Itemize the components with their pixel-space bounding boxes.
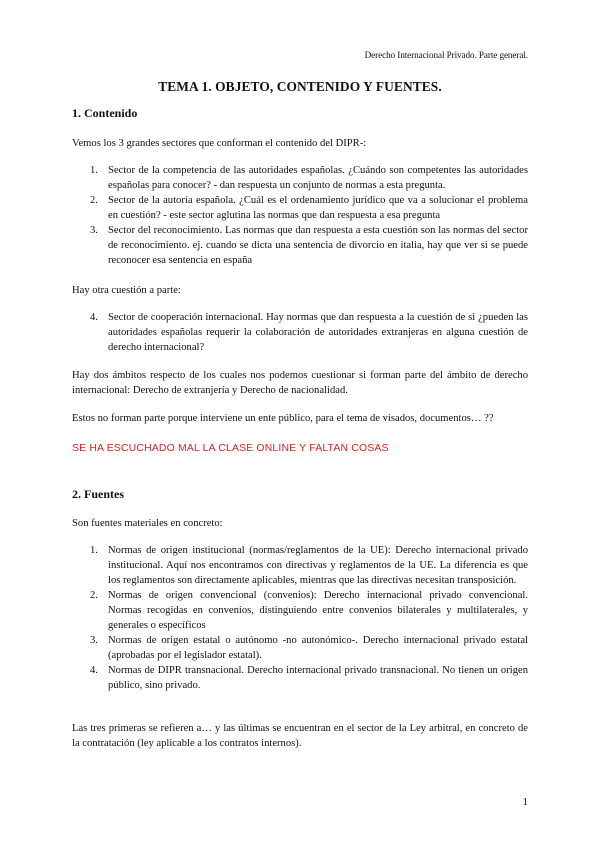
list-item-number: 1. — [90, 165, 98, 176]
list-item-number: 3. — [90, 635, 98, 647]
list-item-text: Normas de origen convencional (convenios): Derecho internacional privado convencional. Normas recogidas en convenios, distinguiendo entre convenios bilaterales y multilaterales, y generales o específicos — [108, 590, 528, 632]
cooperacion-list — [72, 310, 528, 355]
list-item — [72, 543, 528, 588]
warning-note: SE HA ESCUCHADO MAL LA CLASE ONLINE Y FALTAN COSAS — [72, 443, 389, 454]
list-item — [72, 193, 528, 223]
contenido-list — [72, 163, 528, 268]
page-number: 1 — [522, 796, 528, 808]
list-item-text: Sector de cooperación internacional. Hay normas que dan respuesta a la cuestión de si ¿pueden las autoridades españolas requerir la colaboración de autoridades extranjeras en alguna cuestión de derecho internacional? — [108, 312, 528, 354]
section2-intro: Son fuentes materiales en concreto: — [72, 518, 223, 529]
fuentes-list — [72, 543, 528, 693]
list-item — [72, 633, 528, 663]
ambitos-paragraph: Hay dos ámbitos respecto de los cuales nos podemos cuestionar si forman parte del ámbito de derecho internacional: Derecho de extranjería y Derecho de nacionalidad. — [72, 370, 528, 397]
list-item-text: Sector de la competencia de las autoridades españolas. ¿Cuándo son competentes las autoridades españolas para conocer? - dan respuesta un conjunto de normas a esta pregunta. — [108, 165, 528, 192]
section-heading-contenido: 1. Contenido — [72, 106, 138, 120]
list-item — [72, 310, 528, 355]
no-forman-paragraph: Estos no forman parte porque interviene un ente público, para el tema de visados, documentos… ?? — [72, 413, 494, 424]
section1-intro: Vemos los 3 grandes sectores que conforman el contenido del DIPR-: — [72, 138, 367, 149]
closing-paragraph: Las tres primeras se refieren a… y las últimas se encuentran en el sector de la Ley arbitral, en concreto de la contratación (ley aplicable a los contratos internos). — [72, 723, 528, 750]
list-item-text: Normas de origen institucional (normas/reglamentos de la UE): Derecho internacional privado institucional. Aquí nos encontramos con directivas y reglamentos de la UE. La diferencia es que los reglamentos son directamente aplicables, mientras que las directivas necesitan transposición. — [108, 545, 528, 587]
list-item-text: Sector de la autoría española. ¿Cuál es el ordenamiento jurídico que va a solucionar el problema en cuestión? - este sector aglutina las normas que dan respuesta a esa pregunta — [108, 195, 528, 222]
list-item-text: Normas de origen estatal o autónomo -no autonómico-. Derecho internacional privado estatal (aprobadas por el legislador estatal). — [108, 635, 528, 662]
list-item — [72, 588, 528, 633]
list-item-number: 4. — [90, 312, 98, 323]
list-item-number: 1. — [90, 545, 98, 556]
list-item-number: 4. — [90, 665, 98, 677]
other-question: Hay otra cuestión a parte: — [72, 285, 181, 296]
page-title: TEMA 1. OBJETO, CONTENIDO Y FUENTES. — [158, 79, 442, 94]
list-item — [72, 163, 528, 193]
list-item-number: 2. — [90, 590, 98, 602]
list-item — [72, 663, 528, 693]
list-item-text: Normas de DIPR transnacional. Derecho internacional privado transnacional. No tienen un origen público, sino privado. — [108, 665, 528, 692]
section-heading-fuentes: 2. Fuentes — [72, 487, 124, 501]
running-header: Derecho Internacional Privado. Parte general. — [364, 50, 528, 60]
list-item-number: 2. — [90, 195, 98, 207]
list-item-text: Sector del reconocimiento. Las normas que dan respuesta a esta cuestión son las normas del sector de reconocimiento. ej. cuando se dicta una sentencia de divorcio en italia, hay que ver si se puede reconocer esa sentencia en españa — [108, 225, 528, 267]
list-item-number: 3. — [90, 225, 98, 237]
list-item — [72, 223, 528, 268]
